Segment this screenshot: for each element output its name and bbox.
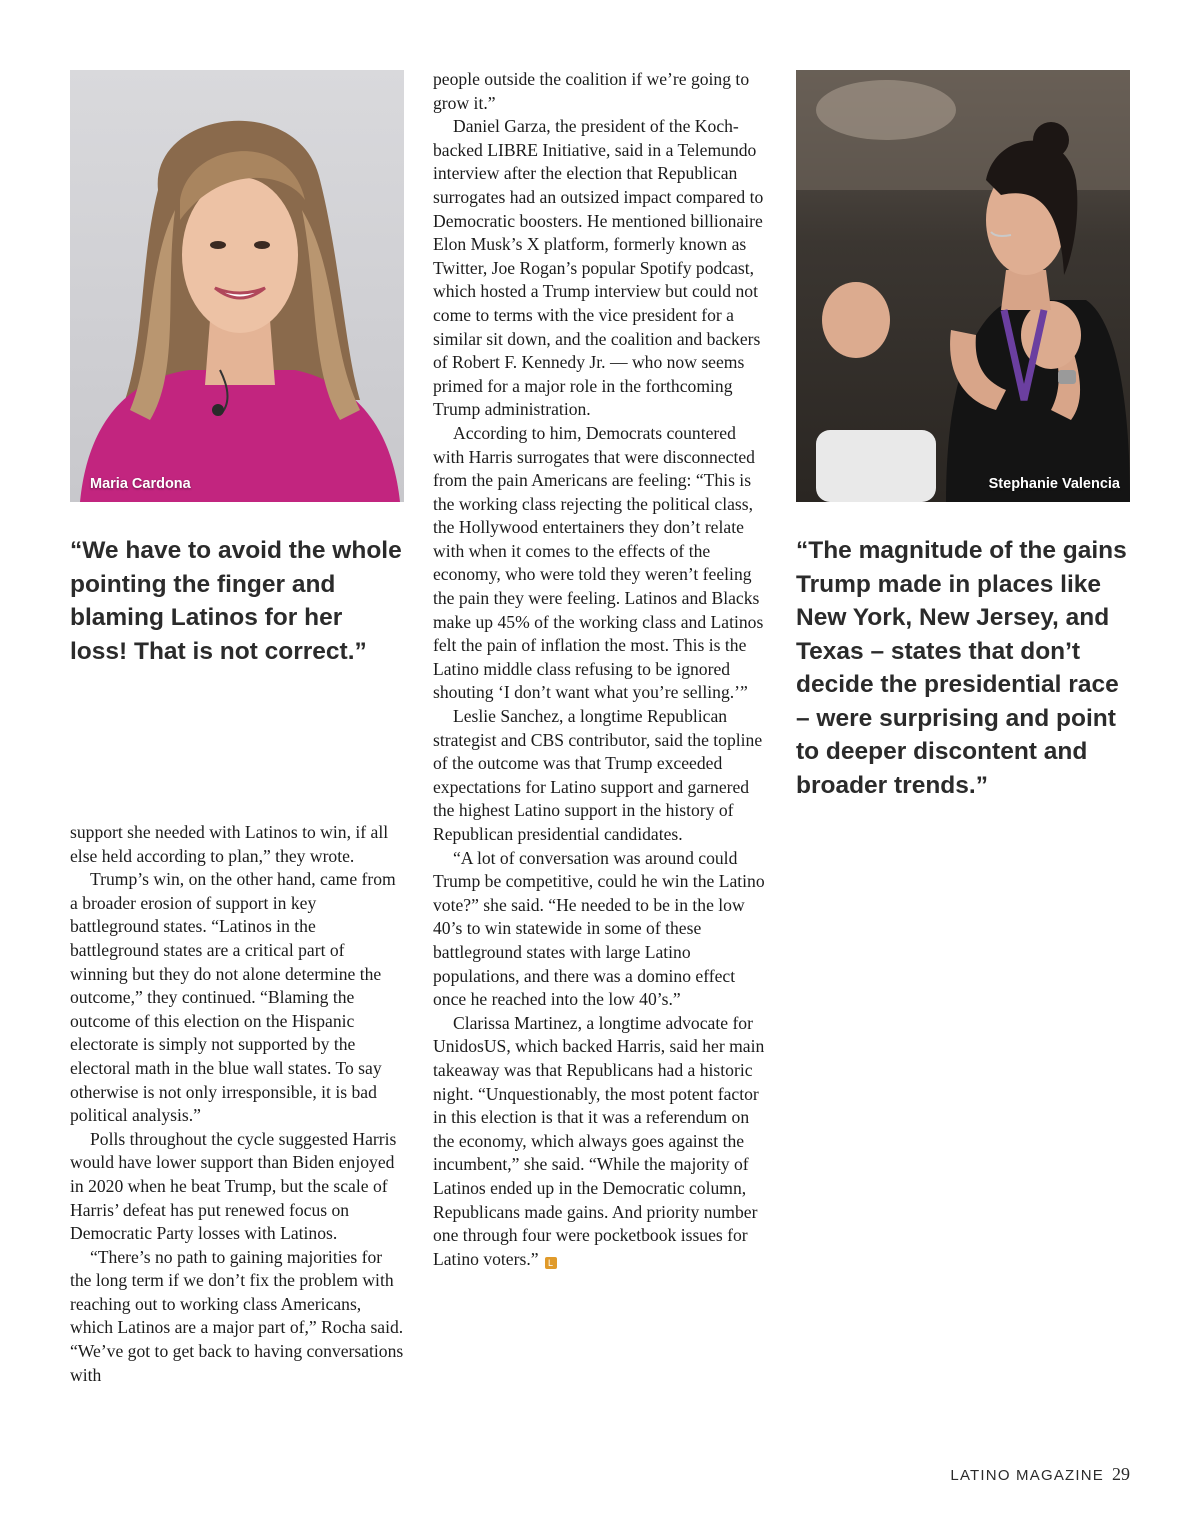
paragraph: Trump’s win, on the other hand, came from a broader erosion of support in key battleground states. “Latinos in the battleground states are a critical part of winning but they do not alone determine the outcome,” they continued. “Blaming the outcome of this election on the Hispanic electorate is simply not supported by the electoral math in the blue wall states. To say otherwise is not only irresponsible, it is bad political analysis.” xyxy=(70,869,396,1126)
portrait-illustration xyxy=(70,70,404,502)
paragraph: Daniel Garza, the president of the Koch-backed LIBRE Initiative, said in a Telemundo interview after the election that Republican surrogates had an outsized impact compared to Democratic boosters. He mentioned billionaire Elon Musk’s X platform, formerly known as Twitter, Joe Rogan’s popular Spotify podcast, which hosted a Trump interview but could not come to terms with the vice president for a similar sit down, and the coalition and backers of Robert F. Kennedy Jr. — who now seems primed for a major role in the forthcoming Trump administration. xyxy=(433,116,764,420)
paragraph: Polls throughout the cycle suggested Harris would have lower support than Biden enjoyed in 2020 when he beat Trump, but the scale of Harris’ defeat has put renewed focus on Democratic Party losses with Latinos. xyxy=(70,1128,397,1244)
photo-caption: Maria Cardona xyxy=(90,476,191,492)
pull-quote-right: “The magnitude of the gains Trump made in places like New York, New Jersey, and Texas – states that don’t decide the presidential race – were surprising and point to deeper discontent and broader trends.” xyxy=(796,537,1127,799)
paragraph: “A lot of conversation was around could Trump be competitive, could he win the Latino vote?” she said. “He needed to be in the low 40’s to win statewide in some of these battleground states with large Latino populations, and there was a domino effect once he reached into the low 40’s.” xyxy=(433,847,765,1010)
paragraph: people outside the coalition if we’re going to grow it.” xyxy=(433,69,750,113)
page-footer xyxy=(950,1464,1130,1485)
photo-stephanie-valencia xyxy=(796,70,1130,502)
paragraph: support she needed with Latinos to win, if all else held according to plan,” they wrote. xyxy=(70,822,389,866)
article-column-middle xyxy=(433,68,767,1271)
paragraph-final xyxy=(433,1012,767,1272)
portrait-illustration xyxy=(796,70,1130,502)
pull-quote-left: “We have to avoid the whole pointing the finger and blaming Latinos for her loss! That is not correct.” xyxy=(70,537,402,665)
photo-caption: Stephanie Valencia xyxy=(988,476,1120,492)
photo-maria-cardona xyxy=(70,70,404,502)
paragraph-text: Clarissa Martinez, a longtime advocate for UnidosUS, which backed Harris, said her main takeaway was that Republicans had a historic night. “Unquestionably, the most potent factor in this election is that it was a referendum on the economy, which always goes against the incumbent,” she said. “While the majority of Latinos ended up in the Democratic column, Republicans made gains. And priority number one through four were pocketbook issues for Latino voters.” xyxy=(433,1012,765,1269)
page-number: 29 xyxy=(1112,1464,1130,1484)
paragraph: According to him, Democrats countered with Harris surrogates that were disconnected from the pain Americans are feeling: “This is the working class rejecting the political class, the Hollywood entertainers they don’t relate with when it comes to the effects of the economy, who were told they weren’t feeling the pain they were feeling. Latinos and Blacks make up 45% of the working class and Latinos felt the pain of inflation the most. This is the Latino middle class refusing to be ignored shouting ‘I don’t want what you’re selling.’” xyxy=(433,422,764,703)
publication-name: LATINO MAGAZINE xyxy=(950,1467,1104,1484)
paragraph: “There’s no path to gaining majorities for the long term if we don’t fix the problem with reaching out to working class Americans, which Latinos are a major part of,” Rocha said. “We’ve got to get back to having conversations with xyxy=(70,1246,404,1385)
end-mark-icon: L xyxy=(545,1257,557,1269)
article-column-left xyxy=(70,821,404,1387)
paragraph: Leslie Sanchez, a longtime Republican strategist and CBS contributor, said the topline of the outcome was that Trump exceeded expectations for Latino support and garnered the highest Latino support in the history of Republican presidential candidates. xyxy=(433,706,763,844)
